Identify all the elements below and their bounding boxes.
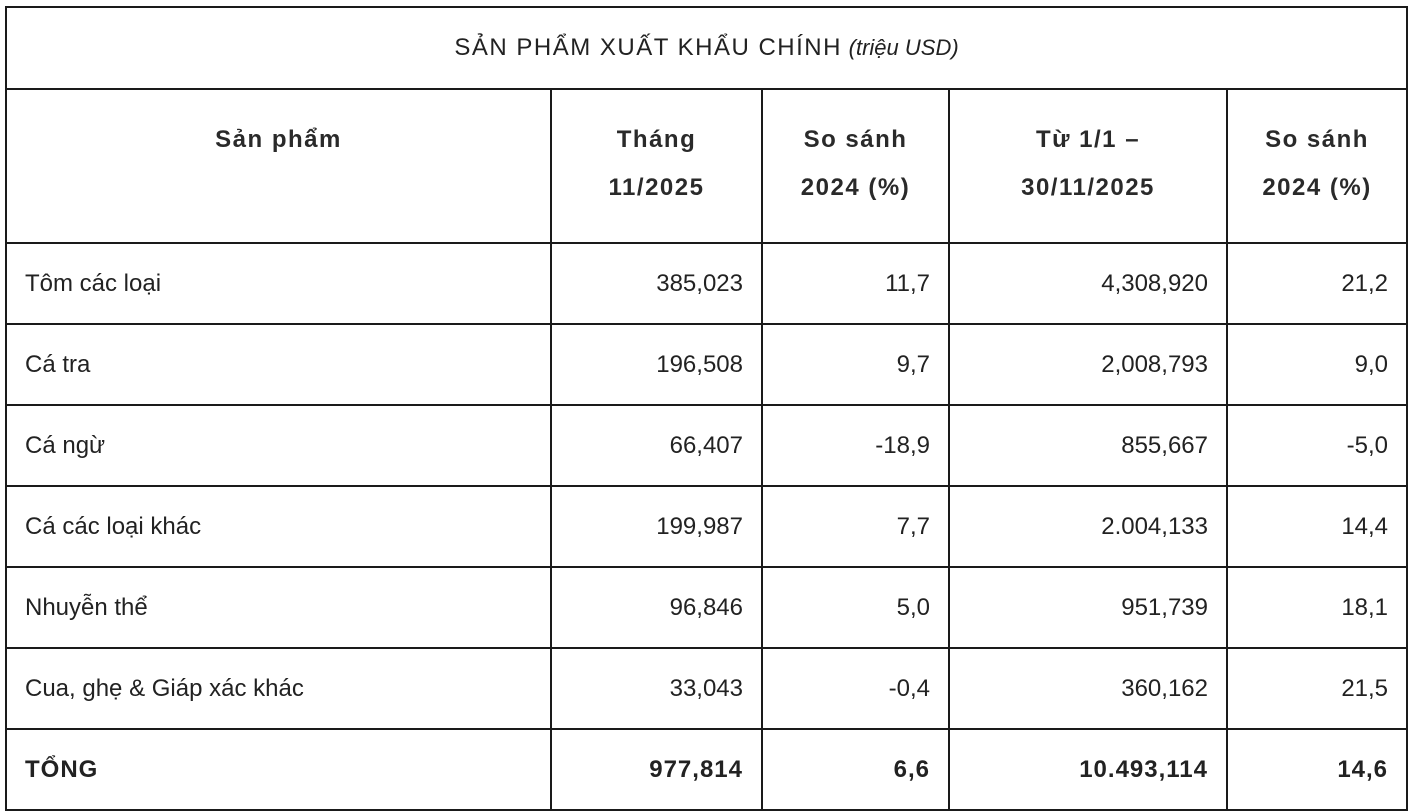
table-row [6,243,1407,324]
cell-ytd: 2.004,133 [949,486,1227,567]
title-row [6,7,1407,89]
table-row [6,405,1407,486]
total-month: 977,814 [551,729,762,810]
table-unit-text: (triệu USD) [848,35,959,60]
cell-month: 196,508 [551,324,762,405]
export-table-container [5,6,1408,811]
header-compare-ytd-line1: So sánh [1265,126,1369,153]
cell-compare-ytd: -5,0 [1227,405,1407,486]
table-title [6,7,1407,89]
cell-compare-ytd: 14,4 [1227,486,1407,567]
header-ytd-line1: Từ 1/1 – [1035,126,1141,153]
cell-product: Cua, ghẹ & Giáp xác khác [6,648,551,729]
total-compare-ytd: 14,6 [1227,729,1407,810]
cell-product: Nhuyễn thể [6,567,551,648]
header-compare-month-line2: 2024 (%) [800,174,911,201]
header-compare-ytd [1227,89,1407,243]
table-row [6,567,1407,648]
cell-product: Cá ngừ [6,405,551,486]
cell-compare-month: 7,7 [762,486,949,567]
header-product-label: Sản phẩm [215,126,342,153]
header-compare-month-line1: So sánh [803,126,908,153]
cell-compare-ytd: 9,0 [1227,324,1407,405]
table-row [6,486,1407,567]
cell-compare-month: -18,9 [762,405,949,486]
header-ytd-line2: 30/11/2025 [1021,174,1155,201]
cell-compare-ytd: 21,5 [1227,648,1407,729]
header-ytd [949,89,1227,243]
cell-month: 66,407 [551,405,762,486]
header-product [6,89,551,243]
header-month [551,89,762,243]
cell-month: 385,023 [551,243,762,324]
cell-ytd: 951,739 [949,567,1227,648]
cell-product: Tôm các loại [6,243,551,324]
table-row [6,648,1407,729]
cell-product: Cá các loại khác [6,486,551,567]
header-month-line2: 11/2025 [608,174,705,201]
cell-compare-ytd: 21,2 [1227,243,1407,324]
header-compare-month [762,89,949,243]
table-title-text: SẢN PHẨM XUẤT KHẨU CHÍNH [454,34,842,61]
cell-compare-month: 9,7 [762,324,949,405]
cell-month: 33,043 [551,648,762,729]
cell-compare-month: -0,4 [762,648,949,729]
cell-compare-ytd: 18,1 [1227,567,1407,648]
export-products-table [5,6,1408,811]
total-ytd: 10.493,114 [949,729,1227,810]
header-compare-ytd-line2: 2024 (%) [1262,174,1372,201]
cell-month: 96,846 [551,567,762,648]
header-row [6,89,1407,243]
cell-product: Cá tra [6,324,551,405]
cell-month: 199,987 [551,486,762,567]
cell-ytd: 2,008,793 [949,324,1227,405]
cell-ytd: 4,308,920 [949,243,1227,324]
header-month-line1: Tháng [616,126,697,153]
total-label: TỔNG [6,729,551,810]
cell-ytd: 855,667 [949,405,1227,486]
cell-ytd: 360,162 [949,648,1227,729]
table-row [6,324,1407,405]
cell-compare-month: 5,0 [762,567,949,648]
total-compare-month: 6,6 [762,729,949,810]
cell-compare-month: 11,7 [762,243,949,324]
